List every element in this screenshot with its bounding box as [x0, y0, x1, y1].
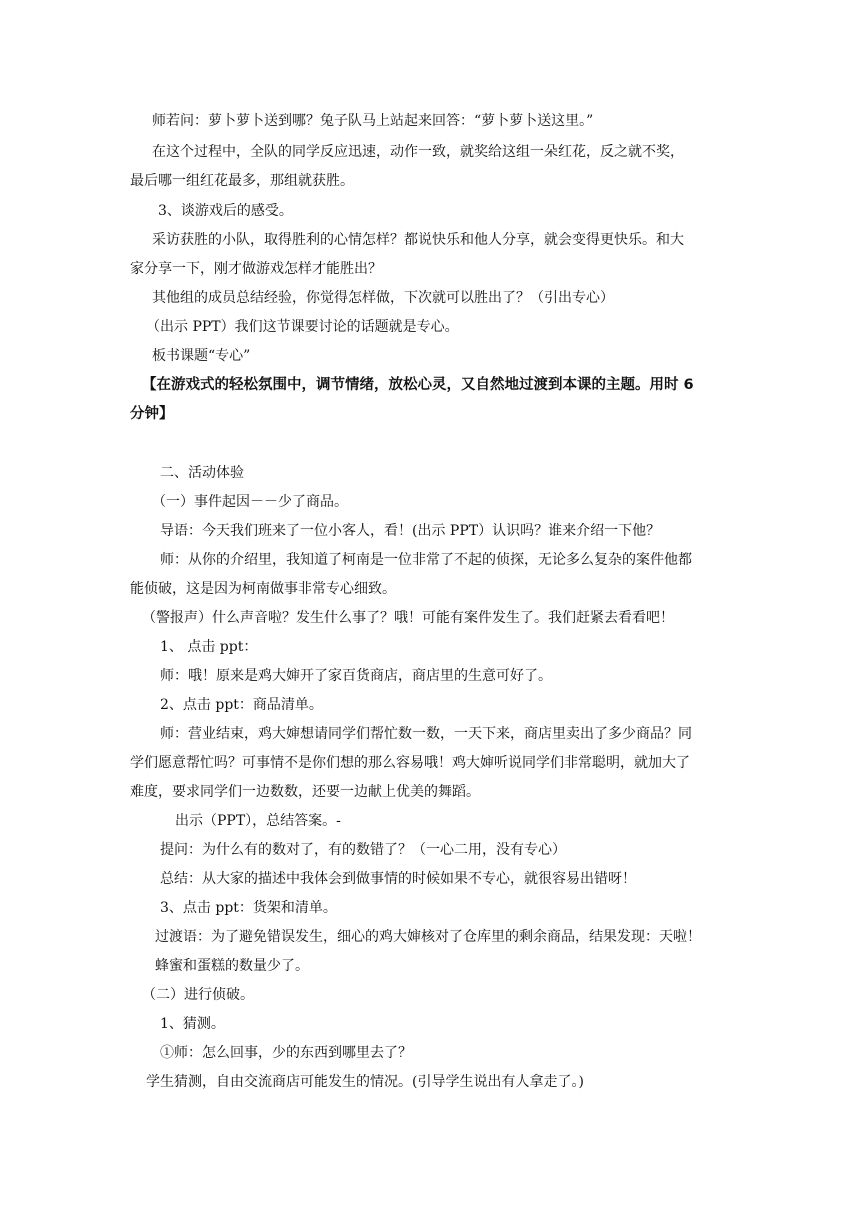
note-bold-line: 【在游戏式的轻松氛围中，调节情绪，放松心灵，又自然地过渡到本课的主题。用时 6	[142, 377, 694, 393]
paragraph-line: 板书课题“专心”	[152, 348, 251, 364]
section-heading: 二、活动体验	[160, 465, 244, 481]
paragraph-line: ①师：怎么回事，少的东西到哪里去了？	[160, 1045, 412, 1061]
list-item: 3、点击 ppt：货架和清单。	[160, 900, 337, 916]
paragraph-line: 导语：今天我们班来了一位小客人，看！(出示 PPT）认识吗？谁来介绍一下他？	[160, 523, 661, 539]
paragraph-line: 师：从你的介绍里，我知道了柯南是一位非常了不起的侦探，无论多么复杂的案件他都	[160, 552, 692, 568]
paragraph-line: 师：哦！原来是鸡大婶开了家百货商店，商店里的生意可好了。	[160, 668, 552, 684]
paragraph-line: 最后哪一组红花最多，那组就获胜。	[130, 173, 354, 189]
paragraph-line: 过渡语：为了避免错误发生，细心的鸡大婶核对了仓库里的剩余商品，结果发现：天啦！	[155, 929, 701, 945]
section-heading: 3、谈游戏后的感受。	[158, 203, 293, 219]
paragraph-line: 采访获胜的小队，取得胜利的心情怎样？都说快乐和他人分享，就会变得更快乐。和大	[152, 232, 684, 248]
subsection-heading: （一）事件起因－－少了商品。	[152, 494, 348, 510]
list-item: 2、点击 ppt：商品清单。	[160, 697, 323, 713]
paragraph-line: （警报声）什么声音啦？发生什么事了？哦！可能有案件发生了。我们赶紧去看看吧！	[142, 610, 674, 626]
paragraph-line: 蜂蜜和蛋糕的数量少了。	[155, 958, 309, 974]
paragraph-line: 师：营业结束，鸡大婶想请同学们帮忙数一数，一天下来，商店里卖出了多少商品？同	[160, 726, 692, 742]
paragraph-line: 总结：从大家的描述中我体会到做事情的时候如果不专心，就很容易出错呀！	[160, 871, 636, 887]
list-item: 1、 点击 ppt：	[160, 639, 258, 655]
paragraph-line: 难度，要求同学们一边数数，还要一边献上优美的舞蹈。	[130, 784, 480, 800]
paragraph-line: 师若问：萝卜萝卜送到哪？兔子队马上站起来回答：“萝卜萝卜送这里。”	[152, 113, 594, 129]
paragraph-line: 出示（PPT），总结答案。-	[175, 813, 341, 829]
paragraph-line: 能侦破，这是因为柯南做事非常专心细致。	[130, 581, 396, 597]
paragraph-line: 学生猜测，自由交流商店可能发生的情况。(引导学生说出有人拿走了。)	[146, 1074, 584, 1090]
paragraph-line: （出示 PPT）我们这节课要讨论的话题就是专心。	[146, 319, 459, 335]
note-bold-line: 分钟】	[130, 406, 174, 422]
list-item: 1、猜测。	[160, 1016, 225, 1032]
paragraph-line: 家分享一下，刚才做游戏怎样才能胜出？	[130, 261, 382, 277]
paragraph-line: 其他组的成员总结经验，你觉得怎样做，下次就可以胜出了？（引出专心）	[152, 290, 614, 306]
paragraph-line: 学们愿意帮忙吗？可事情不是你们想的那么容易哦！鸡大婶听说同学们非常聪明，就加大了	[130, 755, 690, 771]
paragraph-line: 在这个过程中，全队的同学反应迅速，动作一致，就奖给这组一朵红花，反之就不奖，	[152, 144, 684, 160]
paragraph-line: 提问：为什么有的数对了，有的数错了？（一心二用，没有专心）	[160, 842, 566, 858]
subsection-heading: （二）进行侦破。	[142, 987, 254, 1003]
